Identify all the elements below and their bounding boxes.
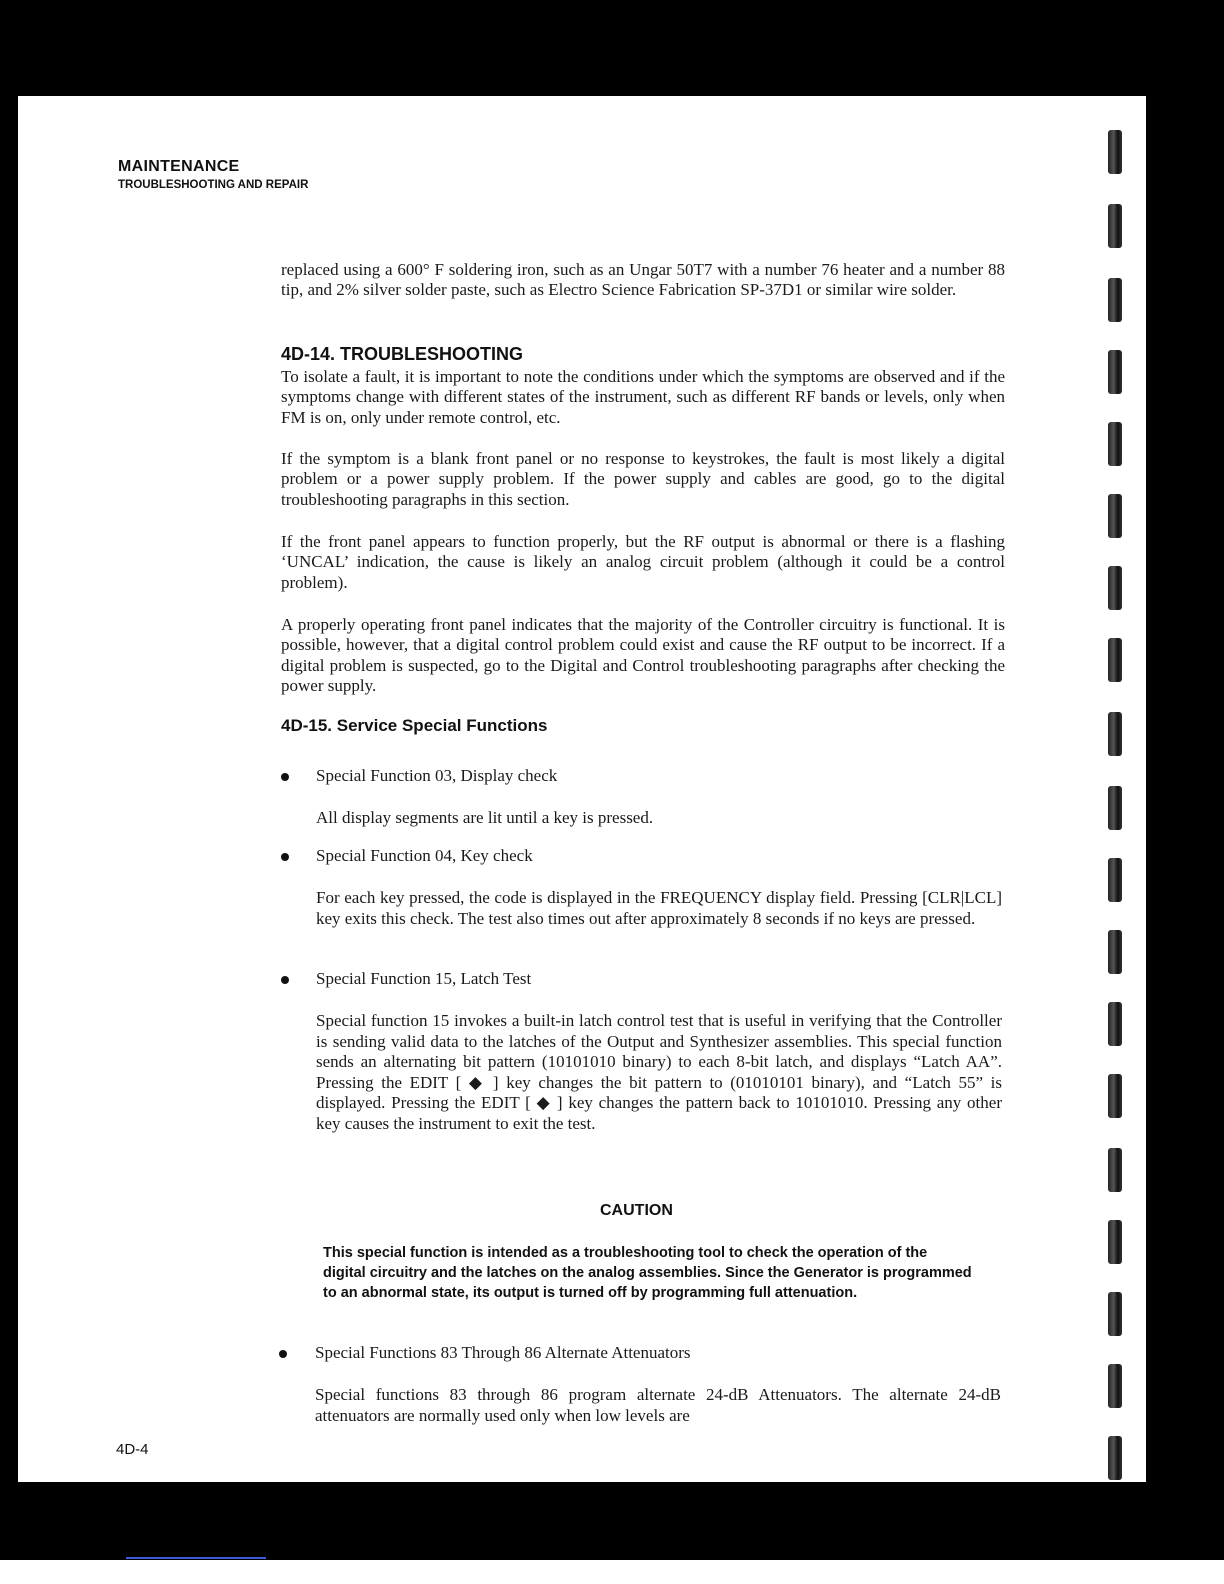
list-item-title: Special Function 15, Latch Test xyxy=(316,969,532,988)
bottom-line xyxy=(126,1557,266,1559)
binding-mark xyxy=(1108,204,1122,248)
list-item-title: Special Function 04, Key check xyxy=(316,846,533,865)
bullet-icon xyxy=(281,773,289,781)
header-title: MAINTENANCE xyxy=(118,158,240,175)
binding-mark xyxy=(1108,930,1122,974)
binding-mark xyxy=(1108,638,1122,682)
binding-mark xyxy=(1108,1436,1122,1480)
troubleshooting-paragraph: To isolate a fault, it is important to note the conditions under which the symptoms are observed and if the symptoms change with different states of the instrument, such as different RF bands or levels, only when FM is on, only under remote control, etc. xyxy=(281,367,1005,427)
binding-mark xyxy=(1108,566,1122,610)
list-item-title: Special Functions 83 Through 86 Alternate Attenuators xyxy=(315,1343,691,1362)
list-item-title: Special Function 03, Display check xyxy=(316,766,558,785)
binding-mark xyxy=(1108,786,1122,830)
bullet-icon xyxy=(281,976,289,984)
binding-mark xyxy=(1108,130,1122,174)
troubleshooting-paragraph: If the front panel appears to function properly, but the RF output is abnormal or there is a flashing ‘UNCAL’ indication, the cause is likely an analog circuit problem (although it could be a control problem). xyxy=(281,532,1005,592)
binding-mark xyxy=(1108,1292,1122,1336)
bottom-strip xyxy=(0,1560,1224,1584)
binding-holes xyxy=(1104,130,1134,1480)
list-item-body: For each key pressed, the code is displayed in the FREQUENCY display field. Pressing [CLR|LCL] key exits this check. The test also times out after approximately 8 seconds if no keys are pressed. xyxy=(316,888,1002,928)
binding-mark xyxy=(1108,1148,1122,1192)
binding-mark xyxy=(1108,350,1122,394)
list-item-body: All display segments are lit until a key is pressed. xyxy=(316,808,654,827)
troubleshooting-paragraph: A properly operating front panel indicates that the majority of the Controller circuitry is functional. It is possible, however, that a digital control problem could exist and cause the RF output to be incorrect. If a digital problem is suspected, go to the Digital and Control troubleshooting paragraphs after checking the power supply. xyxy=(281,615,1005,695)
list-item-body: Special functions 83 through 86 program alternate 24-dB Attenuators. The alternate 24-dB attenuators are normally used only when low levels are xyxy=(315,1385,1001,1425)
binding-mark xyxy=(1108,1364,1122,1408)
binding-mark xyxy=(1108,1074,1122,1118)
bullet-icon xyxy=(279,1350,287,1358)
binding-mark xyxy=(1108,858,1122,902)
list-item-body: Special function 15 invokes a built-in latch control test that is useful in verifying that the Controller is sending valid data to the latches of the Output and Synthesizer assemblies. This special function sends an alternating bit pattern (10101010 binary) to each 8-bit latch, and displays “Latch AA”. Pressing the EDIT [ ◆ ] key changes the bit pattern to (01010101 binary), and “Latch 55” is displayed. Pressing the EDIT [ ◆ ] key changes the pattern back to 10101010. Pressing any other key causes the instrument to exit the test. xyxy=(316,1011,1002,1133)
troubleshooting-paragraph: If the symptom is a blank front panel or no response to keystrokes, the fault is most likely a digital problem or a power supply problem. If the power supply and cables are good, go to the digital troubleshooting paragraphs in this section. xyxy=(281,449,1005,509)
caution-title: CAUTION xyxy=(600,1202,673,1219)
header-subtitle: TROUBLESHOOTING AND REPAIR xyxy=(118,179,309,191)
binding-mark xyxy=(1108,494,1122,538)
binding-mark xyxy=(1108,1220,1122,1264)
binding-mark xyxy=(1108,712,1122,756)
binding-mark xyxy=(1108,1002,1122,1046)
caution-body: This special function is intended as a troubleshooting tool to check the operation of the digital circuitry and the latches on the analog assemblies. Since the Generator is programmed to an abnormal state, its output is turned off by programming full attenuation. xyxy=(323,1245,972,1301)
binding-mark xyxy=(1108,278,1122,322)
binding-mark xyxy=(1108,422,1122,466)
section-heading-troubleshooting: 4D-14. TROUBLESHOOTING xyxy=(281,344,524,364)
section-heading-special-functions: 4D-15. Service Special Functions xyxy=(281,716,548,735)
intro-paragraph: replaced using a 600° F soldering iron, such as an Ungar 50T7 with a number 76 heater and a number 88 tip, and 2% silver solder paste, such as Electro Science Fabrication SP-37D1 or similar wire solder. xyxy=(281,260,1005,300)
bullet-icon xyxy=(281,853,289,861)
page-number: 4D-4 xyxy=(116,1441,149,1458)
